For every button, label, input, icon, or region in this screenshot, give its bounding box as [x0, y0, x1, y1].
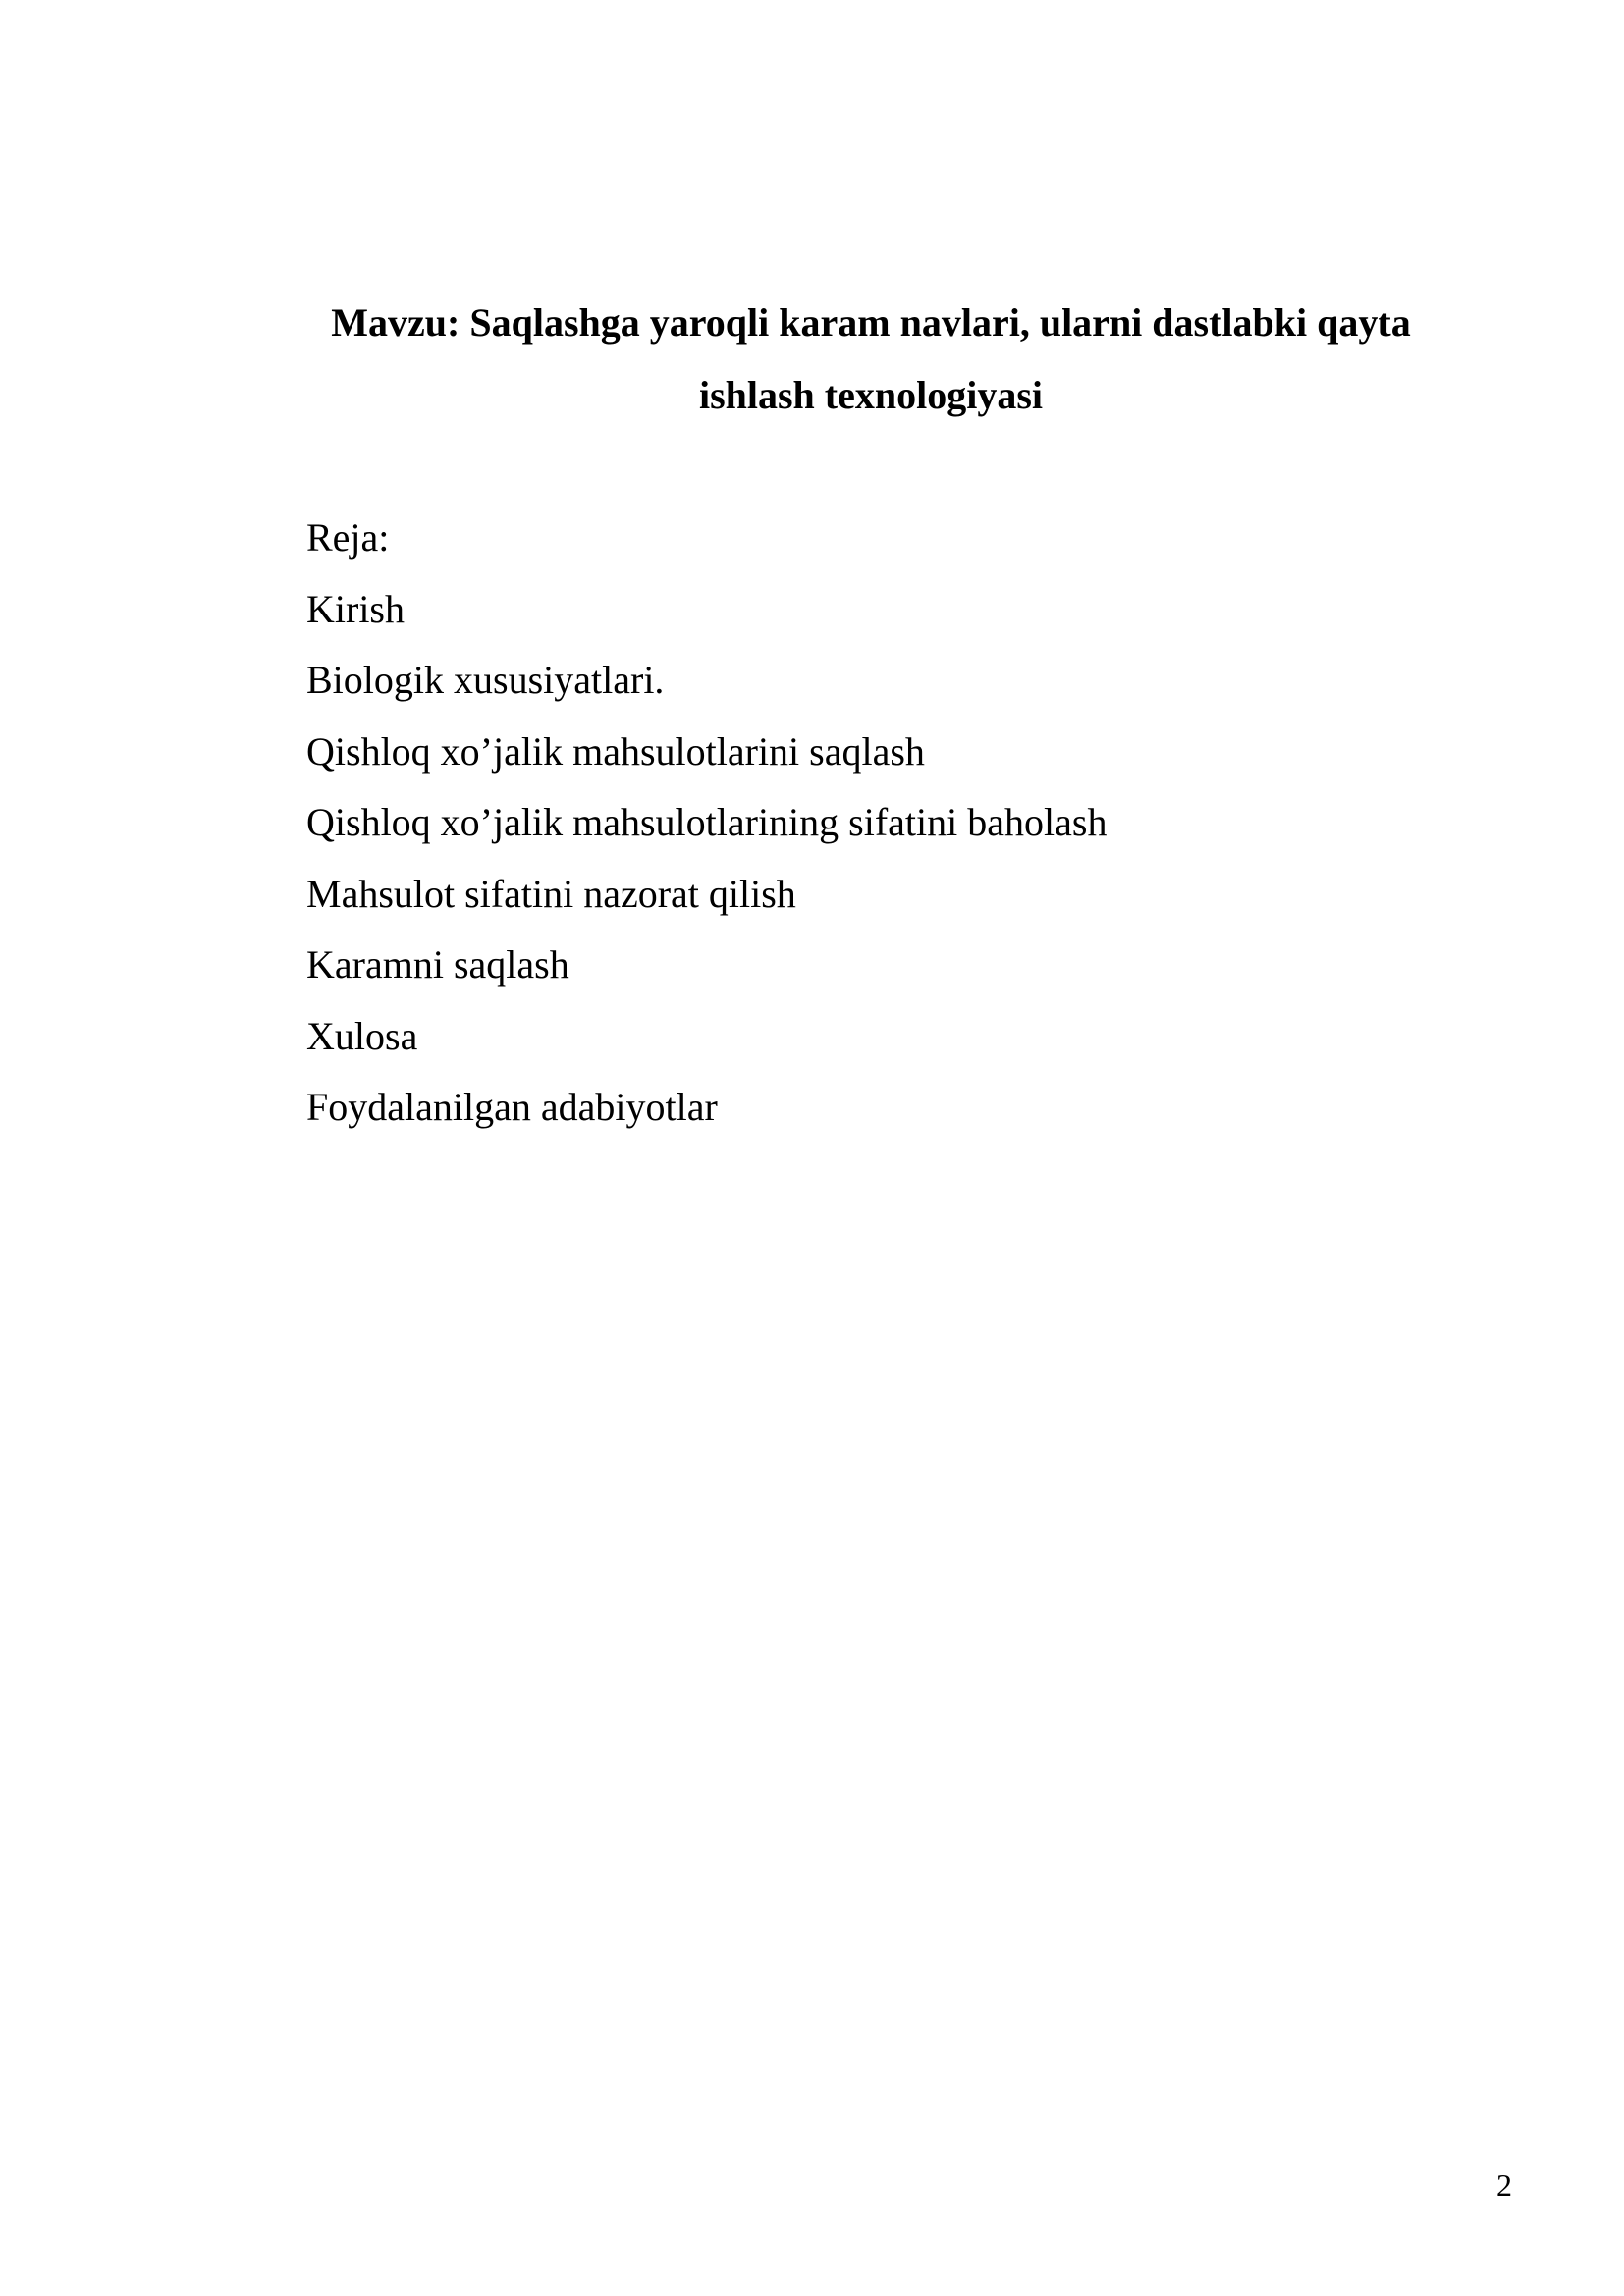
plan-item-adabiyotlar: Foydalanilgan adabiyotlar	[306, 1085, 718, 1129]
plan-heading: Reja:	[306, 515, 390, 560]
plan-item-baholash: Qishloq xo’jalik mahsulotlarining sifatini baholash	[306, 800, 1108, 844]
plan-item-xulosa: Xulosa	[306, 1013, 418, 1058]
title-line-2: ishlash texnologiyasi	[698, 373, 1044, 417]
document-title	[306, 287, 1435, 432]
page-number: 2	[1496, 2167, 1512, 2203]
plan-item-saqlash: Qishloq xo’jalik mahsulotlarini saqlash	[306, 728, 925, 774]
plan-item-kirish: Kirish	[306, 586, 405, 631]
plan-item-karamni-saqlash: Karamni saqlash	[306, 942, 569, 987]
plan-list	[306, 503, 1107, 1144]
plan-item-biologik: Biologik xususiyatlari.	[306, 658, 665, 702]
plan-item-nazorat: Mahsulot sifatini nazorat qilish	[306, 871, 796, 916]
title-line-1: Mavzu: Saqlashga yaroqli karam navlari, ularni dastlabki qayta	[331, 300, 1411, 345]
